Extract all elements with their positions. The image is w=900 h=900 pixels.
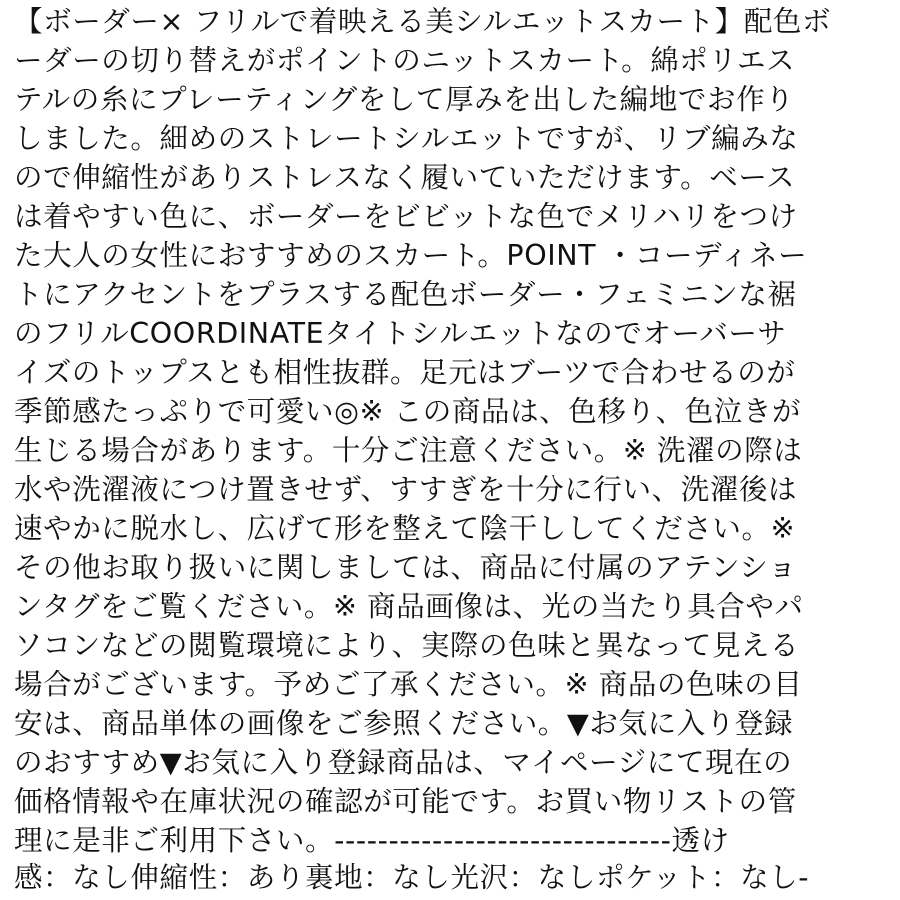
text-line: ので伸縮性がありストレスなく履いていただけます。ベース — [14, 161, 796, 194]
text-line: た大人の女性におすすめのスカート。POINT ・コーディネー — [14, 239, 808, 272]
text-line: 【ボーダー× フリルで着映える美シルエットスカート】配色ボ — [14, 5, 832, 38]
text-line: しました。細めのストレートシルエットですが、リブ編みな — [14, 122, 799, 155]
text-line: 価格情報や在庫状況の確認が可能です。お買い物リストの管 — [14, 785, 797, 818]
text-line: のフリルCOORDINATEタイトシルエットなのでオーバーサ — [14, 317, 787, 350]
text-line: ソコンなどの閲覧環境により、実際の色味と異なって見える — [14, 629, 800, 662]
text-line: 生じる場合があります。十分ご注意ください。※ 洗濯の際は — [14, 434, 803, 467]
text-line: 場合がございます。予めご了承ください。※ 商品の色味の目 — [14, 668, 803, 701]
text-line: 季節感たっぷりで可愛い◎※ この商品は、色移り、色泣きが — [14, 395, 802, 428]
text-line: ンタグをご覧ください。※ 商品画像は、光の当たり具合やパ — [14, 590, 804, 623]
text-line: トにアクセントをプラスする配色ボーダー・フェミニンな裾 — [14, 278, 797, 311]
text-line: 理に是非ご利用下さい。-------------------------------透け — [14, 824, 730, 857]
text-line: 感：なし伸縮性：あり裏地：なし光沢：なしポケット：なし- — [14, 861, 810, 894]
text-line: 速やかに脱水し、広げて形を整えて陰干ししてください。※ — [14, 512, 796, 545]
text-line: ーダーの切り替えがポイントのニットスカート。綿ポリエス — [14, 44, 796, 77]
text-line: 安は、商品単体の画像をご参照ください。▼お気に入り登録 — [14, 707, 794, 740]
text-line: イズのトップスとも相性抜群。足元はブーツで合わせるのが — [14, 356, 796, 389]
text-line: は着やすい色に、ボーダーをビビットな色でメリハリをつけ — [14, 200, 798, 233]
text-line: 水や洗濯液につけ置きせず、すすぎを十分に行い、洗濯後は — [14, 473, 798, 506]
text-line: その他お取り扱いに関しましては、商品に付属のアテンショ — [14, 551, 797, 584]
text-line: テルの糸にプレーティングをして厚みを出した編地でお作り — [14, 83, 795, 116]
text-line: のおすすめ▼お気に入り登録商品は、マイページにて現在の — [14, 746, 793, 779]
